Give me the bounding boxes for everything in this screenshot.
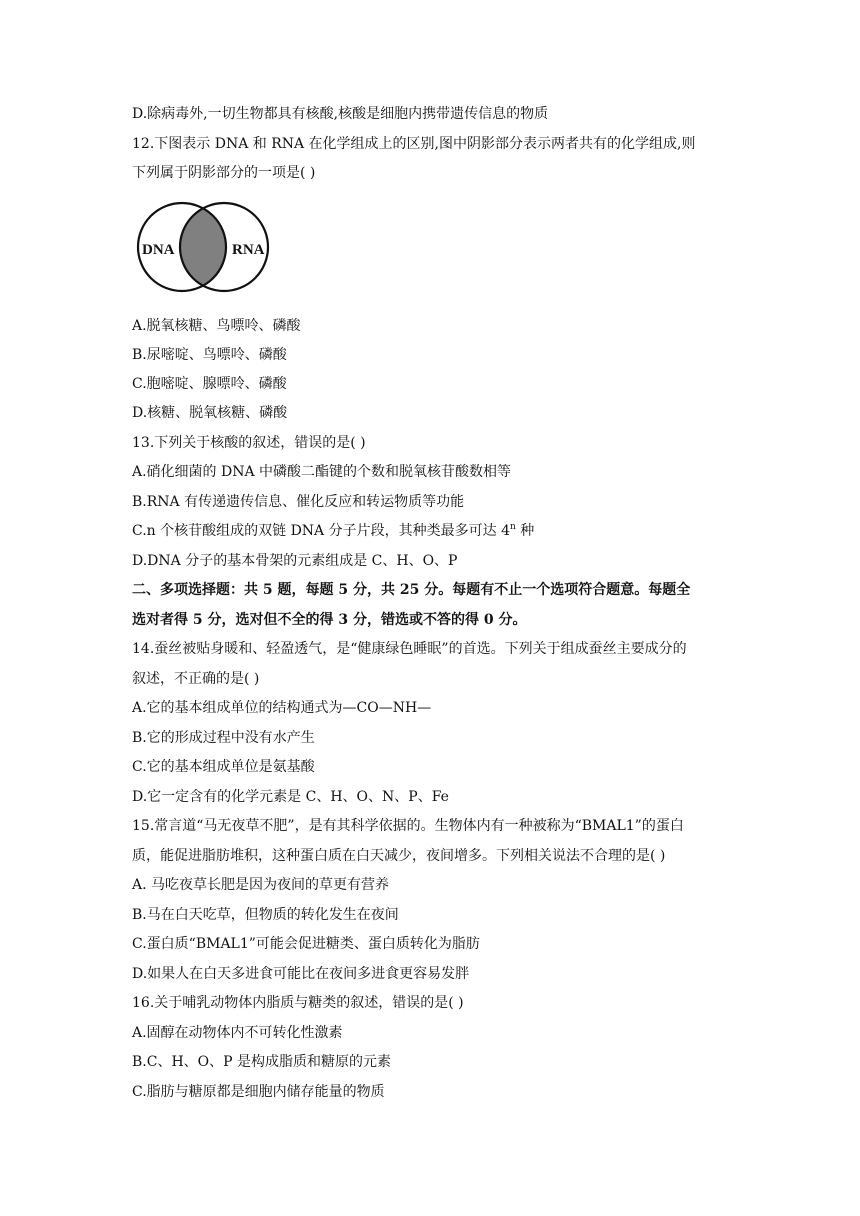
q14-stem-line2: 叙述，不正确的是( ) (132, 671, 260, 687)
section-heading-line2: 选对者得 5 分，选对但不全的得 3 分，错选或不答的得 0 分。 (132, 612, 527, 628)
venn-rna-label: RNA (232, 242, 265, 258)
q12-option-b: B.尿嘧啶、鸟嘌呤、磷酸 (132, 347, 287, 363)
q16-option-a: A.固醇在动物体内不可转化性激素 (132, 1025, 343, 1041)
q13-option-d: D.DNA 分子的基本骨架的元素组成是 C、H、O、P (132, 553, 458, 569)
q14-option-a: A.它的基本组成单位的结构通式为—CO—NH— (132, 700, 432, 716)
q16-option-b: B.C、H、O、P 是构成脂质和糖原的元素 (132, 1054, 392, 1070)
q12-stem-line1: 12.下图表示 DNA 和 RNA 在化学组成上的区别,图中阴影部分表示两者共有的化学组成,则 (132, 136, 696, 152)
q11-option-d: D.除病毒外,一切生物都具有核酸,核酸是细胞内携带遗传信息的物质 (132, 106, 549, 122)
q16-option-c: C.脂肪与糖原都是细胞内储存能量的物质 (132, 1084, 385, 1100)
section-heading-line1: 二、多项选择题：共 5 题，每题 5 分，共 25 分。每题有不止一个选项符合题意。每题全 (132, 582, 691, 598)
q12-option-a: A.脱氧核糖、鸟嘌呤、磷酸 (132, 318, 301, 334)
q15-stem-line1: 15.常言道“马无夜草不肥”，是有其科学依据的。生物体内有一种被称为“BMAL1”的蛋白 (132, 818, 684, 834)
q14-option-d: D.它一定含有的化学元素是 C、H、O、N、P、Fe (132, 789, 449, 805)
q15-stem-line2: 质，能促进脂肪堆积，这种蛋白质在白天减少，夜间增多。下列相关说法不合理的是( ) (132, 848, 666, 864)
q12-option-c: C.胞嘧啶、腺嘌呤、磷酸 (132, 376, 287, 392)
q14-option-b: B.它的形成过程中没有水产生 (132, 730, 315, 746)
q14-option-c: C.它的基本组成单位是氨基酸 (132, 759, 315, 775)
q13-option-a: A.硝化细菌的 DNA 中磷酸二酯键的个数和脱氧核苷酸数相等 (132, 464, 512, 480)
q13-stem: 13.下列关于核酸的叙述，错误的是( ) (132, 435, 366, 451)
q16-stem: 16.关于哺乳动物体内脂质与糖类的叙述，错误的是( ) (132, 995, 464, 1011)
exponent: n (509, 522, 516, 532)
q13-option-c: C.n 个核苷酸组成的双链 DNA 分子片段，其种类最多可达 4$^n$ 种 (132, 522, 535, 539)
q15-option-b: B.马在白天吃草，但物质的转化发生在夜间 (132, 907, 399, 923)
q15-option-c: C.蛋白质“BMAL1”可能会促进糖类、蛋白质转化为脂肪 (132, 936, 480, 952)
dna-rna-venn-diagram (132, 192, 282, 302)
q15-option-d: D.如果人在白天多进食可能比在夜间多进食更容易发胖 (132, 966, 470, 982)
q13-option-b: B.RNA 有传递遗传信息、催化反应和转运物质等功能 (132, 494, 465, 510)
q14-stem-line1: 14.蚕丝被贴身暖和、轻盈透气，是“健康绿色睡眠”的首选。下列关于组成蚕丝主要成分的 (132, 641, 687, 657)
venn-dna-label: DNA (142, 242, 175, 258)
q12-option-d: D.核糖、脱氧核糖、磷酸 (132, 405, 288, 421)
q15-option-a: A. 马吃夜草长肥是因为夜间的草更有营养 (132, 877, 390, 893)
q12-stem-line2: 下列属于阴影部分的一项是( ) (132, 165, 316, 181)
